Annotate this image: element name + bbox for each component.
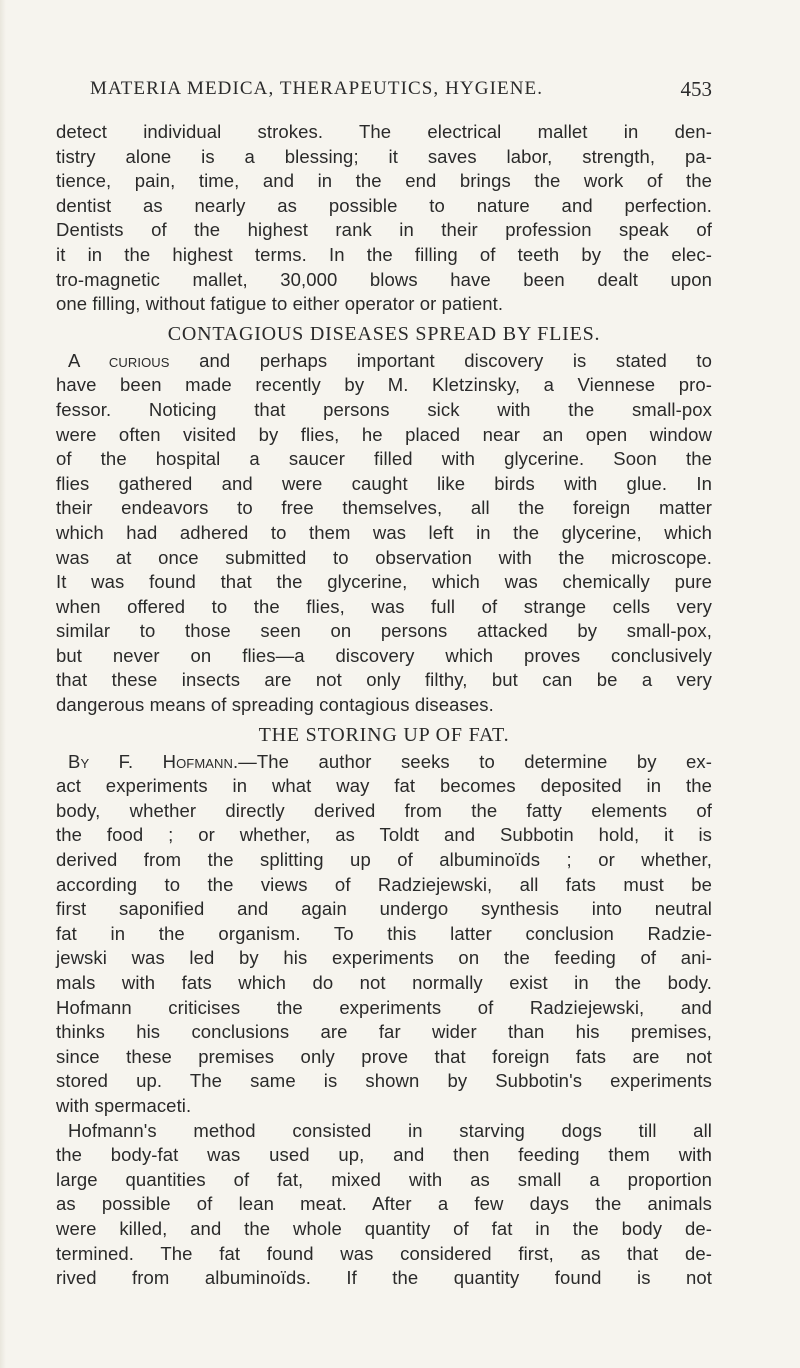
text-line: which had adhered to them was left in the glycerine, which bbox=[56, 521, 712, 543]
text-line: detect individual strokes. The electrical mallet in den- bbox=[56, 121, 712, 142]
text-line: the food ; or whether, as Toldt and Subbotin hold, it is bbox=[56, 824, 712, 846]
text-line: mals with fats which do not normally exist in the body. bbox=[56, 972, 712, 993]
text-line: fat in the organism. To this latter conclusion Radzie- bbox=[56, 922, 712, 944]
text-line: but never on flies—a discovery which proves conclusively bbox=[56, 644, 712, 666]
text-line: Dentists of the highest rank in their profession speak of bbox=[56, 219, 712, 241]
page-number: 453 bbox=[680, 77, 712, 101]
text-line: of the hospital a saucer filled with glycerine. Soon the bbox=[56, 448, 712, 470]
text-line-lead bbox=[56, 349, 712, 374]
text-line: it in the highest terms. In the filling of teeth by the elec- bbox=[56, 243, 712, 265]
section-heading-storing-fat: THE STORING UP OF FAT. bbox=[258, 723, 510, 746]
page-edge-shadow bbox=[0, 0, 6, 1368]
text-line: jewski was led by his experiments on the feeding of ani- bbox=[56, 947, 712, 969]
text-line: large quantities of fat, mixed with as small a proportion bbox=[56, 1168, 712, 1190]
text-line: stored up. The same is shown by Subbotin's experiments bbox=[56, 1070, 712, 1092]
paragraph-electrical-mallet bbox=[56, 120, 712, 317]
author-byline: By F. Hofmann. bbox=[68, 750, 239, 772]
text-line: since these premises only prove that foreign fats are not bbox=[56, 1045, 712, 1067]
text-line: Hofmann's method consisted in starving dogs till all bbox=[68, 1119, 712, 1141]
text-line: with spermaceti. bbox=[56, 1094, 192, 1116]
lead-smallcaps: curious bbox=[108, 349, 170, 371]
text-line: tience, pain, time, and in the end brings the work of the bbox=[56, 170, 712, 192]
text-line: dangerous means of spreading contagious diseases. bbox=[56, 694, 494, 716]
text-line: Hofmann criticises the experiments of Radziejewski, and bbox=[56, 996, 712, 1018]
text-line: flies gathered and were caught like birds with glue. In bbox=[56, 472, 712, 494]
text-line: fessor. Noticing that persons sick with the small-pox bbox=[56, 398, 712, 420]
text-line: when offered to the flies, was full of strange cells very bbox=[56, 595, 712, 617]
section-heading-contagious-diseases: CONTAGIOUS DISEASES SPREAD BY FLIES. bbox=[167, 322, 601, 345]
text-line: that these insects are not only filthy, but can be a very bbox=[56, 669, 712, 691]
text-line: act experiments in what way fat becomes deposited in the bbox=[56, 775, 712, 797]
text-line: derived from the splitting up of albuminoïds ; or whether, bbox=[56, 849, 712, 871]
text-line: were killed, and the whole quantity of fat in the body de- bbox=[56, 1217, 712, 1239]
text-line: as possible of lean meat. After a few days the animals bbox=[56, 1193, 712, 1215]
text-line: have been made recently by M. Kletzinsky, a Viennese pro- bbox=[56, 374, 712, 396]
text-line: was at once submitted to observation with the microscope. bbox=[56, 546, 712, 568]
text-line: one filling, without fatigue to either operator or patient. bbox=[56, 293, 504, 315]
text-line: termined. The fat found was considered first, as that de- bbox=[56, 1242, 712, 1264]
text-line: were often visited by flies, he placed near an open window bbox=[56, 423, 712, 445]
body-text bbox=[56, 120, 712, 1291]
text-line: thinks his conclusions are far wider than his premises, bbox=[56, 1021, 712, 1043]
text-line: tro-magnetic mallet, 30,000 blows have been dealt upon bbox=[56, 268, 712, 290]
paragraph-contagious-diseases bbox=[56, 349, 712, 718]
text-line: their endeavors to free themselves, all the foreign matter bbox=[56, 497, 712, 519]
running-head bbox=[90, 72, 712, 106]
lead-letter: A bbox=[68, 349, 109, 371]
text-line: first saponified and again undergo synthesis into neutral bbox=[56, 898, 712, 920]
paragraph-storing-fat bbox=[56, 750, 712, 1119]
running-title: MATERIA MEDICA, THERAPEUTICS, HYGIENE. bbox=[90, 78, 544, 99]
text-line: tistry alone is a blessing; it saves labor, strength, pa- bbox=[56, 145, 712, 167]
text-line: dentist as nearly as possible to nature and perfection. bbox=[56, 194, 712, 216]
lead-rest: and perhaps important discovery is stated to bbox=[169, 349, 712, 371]
text-line-lead bbox=[56, 750, 712, 775]
lead-rest: —The author seeks to determine by ex- bbox=[238, 750, 712, 772]
text-line: It was found that the glycerine, which was chemically pure bbox=[56, 571, 712, 593]
text-line: similar to those seen on persons attacked by small-pox, bbox=[56, 620, 712, 642]
text-line: rived from albuminoïds. If the quantity found is not bbox=[56, 1267, 712, 1289]
text-line: body, whether directly derived from the fatty elements of bbox=[56, 799, 712, 821]
text-line: the body-fat was used up, and then feeding them with bbox=[56, 1144, 712, 1166]
text-line: according to the views of Radziejewski, all fats must be bbox=[56, 873, 712, 895]
paragraph-hofmann-method bbox=[56, 1119, 712, 1291]
